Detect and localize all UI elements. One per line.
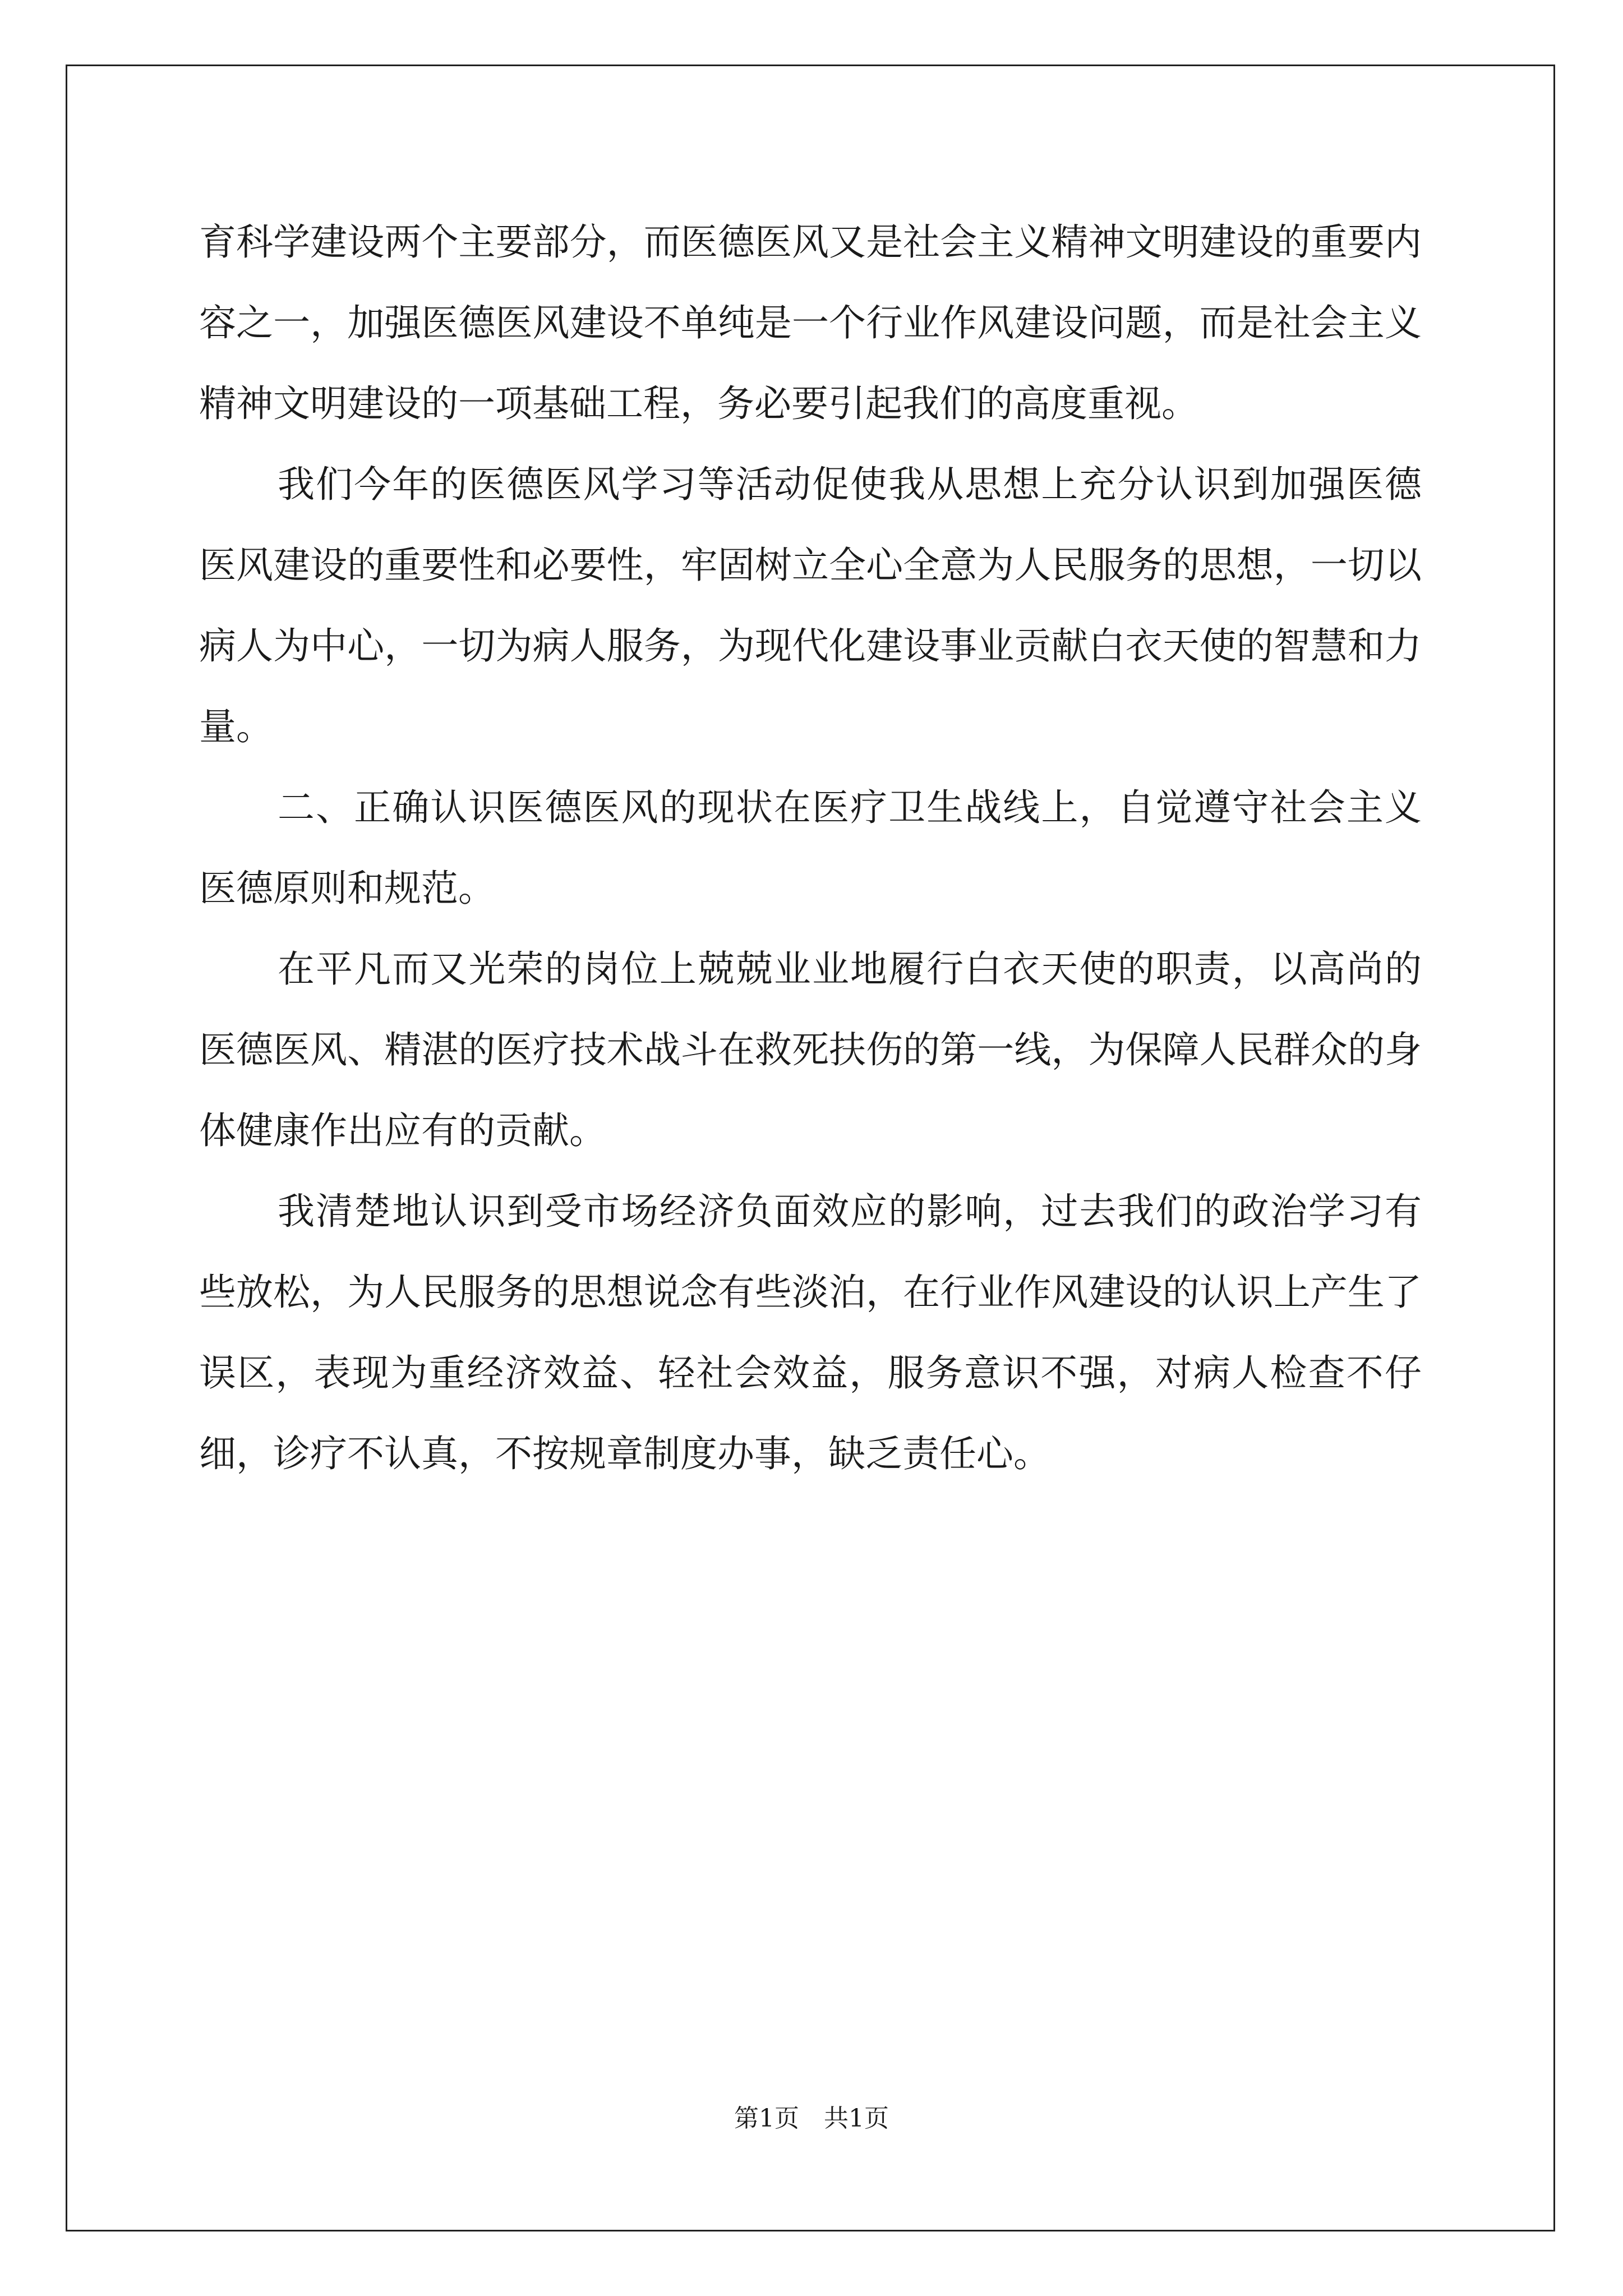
paragraph-2: 我们今年的医德医风学习等活动促使我从思想上充分认识到加强医德医风建设的重要性和必要性，牢固树立全心全意为人民服务的思想，一切以病人为中心，一切为病人服务，为现代化建设事业贡献白衣天使的智慧和力量。	[199, 463, 1422, 748]
paragraph-4: 在平凡而又光荣的岗位上兢兢业业地履行白衣天使的职责，以高尚的医德医风、精湛的医疗技术战斗在救死扶伤的第一线，为保障人民群众的身体健康作出应有的贡献。	[199, 947, 1422, 1152]
paragraph-1: 育科学建设两个主要部分，而医德医风又是社会主义精神文明建设的重要内容之一，加强医德医风建设不单纯是一个行业作风建设问题，而是社会主义精神文明建设的一项基础工程，务必要引起我们的高度重视。	[199, 220, 1422, 425]
paragraph-3: 二、正确认识医德医风的现状在医疗卫生战线上，自觉遵守社会主义医德原则和规范。	[199, 786, 1422, 910]
page-footer: 第1页 共1页	[734, 2104, 889, 2133]
document-body	[199, 202, 1422, 1494]
paragraph-5: 我清楚地认识到受市场经济负面效应的影响，过去我们的政治学习有些放松，为人民服务的思想说念有些淡泊，在行业作风建设的认识上产生了误区，表现为重经济效益、轻社会效益，服务意识不强，对病人检查不仔细，诊疗不认真，不按规章制度办事，缺乏责任心。	[199, 1190, 1422, 1475]
